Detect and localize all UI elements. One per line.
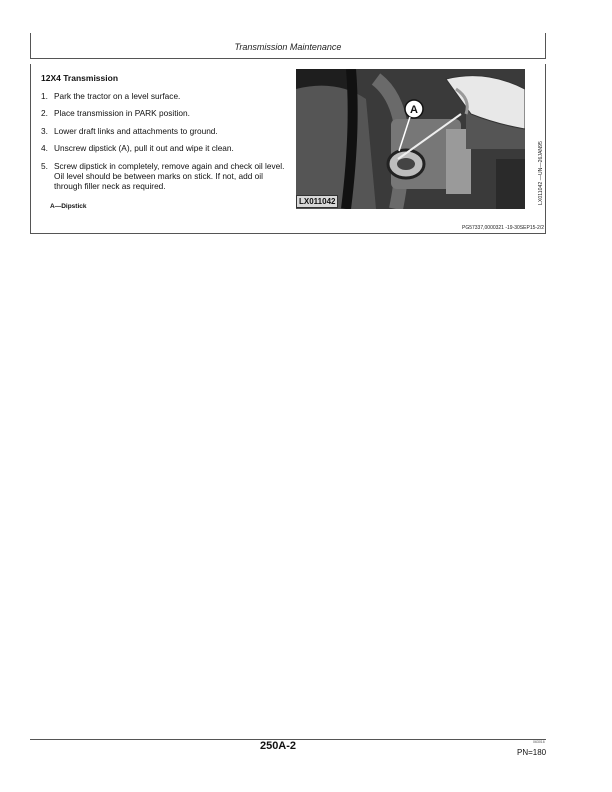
step-item: [41, 126, 287, 136]
step-text: Screw dipstick in completely, remove again and check oil level. Oil level should be between marks on stick. If not, add oil through filler neck as required.: [54, 160, 285, 191]
step-number: 3.: [41, 125, 48, 136]
step-item: [41, 161, 287, 191]
procedure-steps: [41, 91, 287, 198]
reference-code: PG57337,0000321 -19-30SEP15-2/2: [461, 225, 544, 231]
section-title: Transmission Maintenance: [234, 42, 342, 52]
step-item: [41, 143, 287, 153]
step-number: 5.: [41, 160, 48, 171]
step-text: Park the tractor on a level surface.: [54, 91, 181, 101]
step-item: [41, 108, 287, 118]
module-heading: 12X4 Transmission: [41, 73, 119, 83]
step-item: [41, 91, 287, 101]
step-text: Unscrew dipstick (A), pull it out and wipe it clean.: [54, 143, 234, 154]
pn-number: PN=180: [517, 748, 547, 757]
step-number: 4.: [41, 143, 48, 154]
photo-vertical-code: LX011042 —UN—26JAN95: [538, 141, 544, 205]
header-rule-bottom: [30, 58, 546, 59]
dipstick-photo: [296, 69, 525, 209]
photo-label: LX011042: [296, 195, 338, 208]
step-text: Lower draft links and attachments to ground.: [54, 125, 218, 136]
page-number: 250A-2: [259, 740, 297, 752]
callout-letter: A: [410, 104, 418, 116]
step-number: 2.: [41, 108, 48, 119]
footer-small-code: 063016: [533, 740, 545, 744]
figure-legend: A—Dipstick: [50, 203, 87, 210]
photo-illustration: [296, 69, 525, 209]
step-number: 1.: [41, 91, 48, 101]
step-text: Place transmission in PARK position.: [54, 108, 190, 119]
